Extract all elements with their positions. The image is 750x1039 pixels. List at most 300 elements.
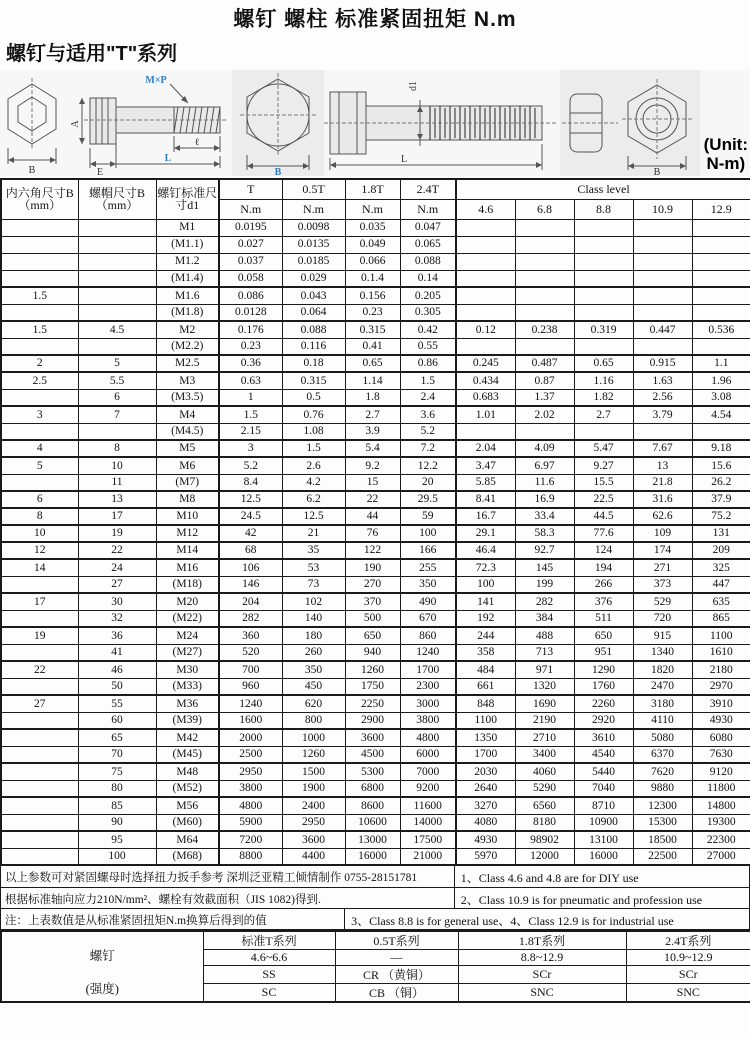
cell: 3270 bbox=[456, 797, 515, 814]
cell: 53 bbox=[282, 559, 345, 576]
cell: 2.7 bbox=[574, 406, 633, 423]
cell: 76 bbox=[345, 525, 400, 542]
cell: 8180 bbox=[515, 814, 574, 831]
cell bbox=[574, 253, 633, 270]
table-row bbox=[1, 712, 750, 729]
cell: 358 bbox=[456, 644, 515, 661]
header-nm-2: N.m bbox=[282, 199, 345, 219]
cell: 2.4 bbox=[400, 389, 456, 406]
cell: 30 bbox=[78, 593, 156, 610]
cell: 2.7 bbox=[345, 406, 400, 423]
cell: 1340 bbox=[633, 644, 692, 661]
cell: 44.5 bbox=[574, 508, 633, 525]
cell bbox=[515, 236, 574, 253]
cell: 27000 bbox=[692, 848, 750, 865]
hex-head-view-figure bbox=[232, 70, 324, 176]
torque-table-header bbox=[1, 179, 750, 219]
cell: 11 bbox=[78, 474, 156, 491]
cell: 8.41 bbox=[456, 491, 515, 508]
cell: 5080 bbox=[633, 729, 692, 746]
cell: 2470 bbox=[633, 678, 692, 695]
cell: 0.36 bbox=[219, 355, 282, 372]
cell: 0.029 bbox=[282, 270, 345, 287]
table-row bbox=[1, 304, 750, 321]
cell: M3 bbox=[156, 372, 219, 389]
cell: 9880 bbox=[633, 780, 692, 797]
table-row bbox=[1, 236, 750, 253]
cell: 1260 bbox=[282, 746, 345, 763]
cell: 62.6 bbox=[633, 508, 692, 525]
cell bbox=[78, 423, 156, 440]
cell: 35 bbox=[282, 542, 345, 559]
cell: (M45) bbox=[156, 746, 219, 763]
dim-a-label: A bbox=[70, 120, 81, 128]
cell: 270 bbox=[345, 576, 400, 593]
header-nut-size: 螺帽尺寸B（mm） bbox=[78, 179, 156, 219]
cell: M36 bbox=[156, 695, 219, 712]
cell: 24 bbox=[78, 559, 156, 576]
table-row bbox=[1, 423, 750, 440]
cell: 2300 bbox=[400, 678, 456, 695]
cell: 140 bbox=[282, 610, 345, 627]
header-hex-socket-size: 内六角尺寸B（mm） bbox=[1, 179, 78, 219]
cell: SNC bbox=[458, 984, 626, 1003]
cell: 5900 bbox=[219, 814, 282, 831]
cell: 2250 bbox=[345, 695, 400, 712]
cell: 9120 bbox=[692, 763, 750, 780]
table-row bbox=[1, 627, 750, 644]
cap-screw-drawing bbox=[70, 70, 232, 176]
cell: 14800 bbox=[692, 797, 750, 814]
cell: 2190 bbox=[515, 712, 574, 729]
cell: 0.315 bbox=[282, 372, 345, 389]
cell: 0.088 bbox=[282, 321, 345, 338]
cell bbox=[456, 423, 515, 440]
cell: 0.0185 bbox=[282, 253, 345, 270]
cell: 1.96 bbox=[692, 372, 750, 389]
cell: 4500 bbox=[345, 746, 400, 763]
thread-spec-label: M×P bbox=[145, 75, 167, 86]
cell: 27 bbox=[78, 576, 156, 593]
cell: 11800 bbox=[692, 780, 750, 797]
cell: 73 bbox=[282, 576, 345, 593]
note-right-1: 1、Class 4.6 and 4.8 are for DIY use bbox=[460, 871, 639, 885]
cell: M30 bbox=[156, 661, 219, 678]
cell: 488 bbox=[515, 627, 574, 644]
note-left-1: 以上参数可对紧固螺母时选择扭力扳手参考 深圳泛亚精工倾情制作 0755-28151781 bbox=[1, 866, 455, 887]
cell: 2260 bbox=[574, 695, 633, 712]
cell: 5.2 bbox=[219, 457, 282, 474]
note-left-3: 注：上表数值是从标准紧固扭矩N.m换算后得到的值 bbox=[1, 909, 345, 929]
cell: 447 bbox=[692, 576, 750, 593]
cell: 194 bbox=[574, 559, 633, 576]
cell: 0.088 bbox=[400, 253, 456, 270]
series-header-18t: 1.8T系列 bbox=[458, 931, 626, 950]
cell: 1690 bbox=[515, 695, 574, 712]
cell: 36 bbox=[78, 627, 156, 644]
cell: 4800 bbox=[219, 797, 282, 814]
cell: 42 bbox=[219, 525, 282, 542]
cell: 4.6~6.6 bbox=[203, 950, 335, 966]
cell: 5 bbox=[1, 457, 78, 474]
cell: 4110 bbox=[633, 712, 692, 729]
cell: 520 bbox=[219, 644, 282, 661]
cell: 0.87 bbox=[515, 372, 574, 389]
cell: 529 bbox=[633, 593, 692, 610]
cell: (M68) bbox=[156, 848, 219, 865]
cell bbox=[692, 423, 750, 440]
cell: 3.79 bbox=[633, 406, 692, 423]
cell: 0.23 bbox=[345, 304, 400, 321]
cell: 21.8 bbox=[633, 474, 692, 491]
cell: 7630 bbox=[692, 746, 750, 763]
cell bbox=[692, 219, 750, 236]
cell: 2030 bbox=[456, 763, 515, 780]
cell: 22.5 bbox=[574, 491, 633, 508]
header-24t: 2.4T bbox=[400, 179, 456, 199]
cell: 848 bbox=[456, 695, 515, 712]
torque-table bbox=[0, 178, 750, 866]
cell bbox=[1, 729, 78, 746]
cell: 3910 bbox=[692, 695, 750, 712]
cell: 4080 bbox=[456, 814, 515, 831]
cell: 72.3 bbox=[456, 559, 515, 576]
cell: CR （黄铜） bbox=[335, 966, 458, 984]
cell: 0.205 bbox=[400, 287, 456, 304]
cell: 7040 bbox=[574, 780, 633, 797]
cell: 1260 bbox=[345, 661, 400, 678]
cell: 21000 bbox=[400, 848, 456, 865]
hex-head-drawing bbox=[232, 70, 324, 176]
cell bbox=[78, 270, 156, 287]
cell: 6560 bbox=[515, 797, 574, 814]
cell: 2920 bbox=[574, 712, 633, 729]
header-nm-1: N.m bbox=[219, 199, 282, 219]
cell bbox=[515, 423, 574, 440]
cell: 5.5 bbox=[78, 372, 156, 389]
cell: 4.09 bbox=[515, 440, 574, 457]
note-row bbox=[1, 866, 749, 887]
cell: (M39) bbox=[156, 712, 219, 729]
table-row bbox=[1, 457, 750, 474]
cell bbox=[633, 219, 692, 236]
cell: M2 bbox=[156, 321, 219, 338]
cell: 2.6 bbox=[282, 457, 345, 474]
cell: 3000 bbox=[400, 695, 456, 712]
cell: 0.305 bbox=[400, 304, 456, 321]
cell: 951 bbox=[574, 644, 633, 661]
cell bbox=[574, 423, 633, 440]
table-row bbox=[1, 746, 750, 763]
header-class-level: Class level bbox=[456, 179, 750, 199]
dim-l-bolt-label: L bbox=[400, 154, 408, 165]
cell bbox=[1, 610, 78, 627]
cell: 6 bbox=[1, 491, 78, 508]
cell: 8800 bbox=[219, 848, 282, 865]
cell: 4.2 bbox=[282, 474, 345, 491]
cell bbox=[1, 304, 78, 321]
cell bbox=[1, 423, 78, 440]
cell bbox=[515, 338, 574, 355]
cell: 19 bbox=[1, 627, 78, 644]
cell: 0.176 bbox=[219, 321, 282, 338]
cell: 16.9 bbox=[515, 491, 574, 508]
cell: 17500 bbox=[400, 831, 456, 848]
cell: 5440 bbox=[574, 763, 633, 780]
series-table bbox=[0, 930, 750, 1003]
nut-drawing bbox=[560, 70, 700, 176]
table-row bbox=[1, 661, 750, 678]
cell: 0.064 bbox=[282, 304, 345, 321]
cell: 37.9 bbox=[692, 491, 750, 508]
cell: 1750 bbox=[345, 678, 400, 695]
cell: 18500 bbox=[633, 831, 692, 848]
table-row bbox=[1, 678, 750, 695]
cell: 0.319 bbox=[574, 321, 633, 338]
cell: 713 bbox=[515, 644, 574, 661]
cell: 0.5 bbox=[282, 389, 345, 406]
cell: 490 bbox=[400, 593, 456, 610]
cell: (M1.4) bbox=[156, 270, 219, 287]
cell bbox=[633, 253, 692, 270]
cell: M48 bbox=[156, 763, 219, 780]
cell: 266 bbox=[574, 576, 633, 593]
cell: 3800 bbox=[219, 780, 282, 797]
cell: 0.047 bbox=[400, 219, 456, 236]
cell: M16 bbox=[156, 559, 219, 576]
cell: 7200 bbox=[219, 831, 282, 848]
cell: 1000 bbox=[282, 729, 345, 746]
cell: 190 bbox=[345, 559, 400, 576]
cell: 7 bbox=[78, 406, 156, 423]
cell: 17 bbox=[78, 508, 156, 525]
cell: M10 bbox=[156, 508, 219, 525]
cell: 8.4 bbox=[219, 474, 282, 491]
cell: 1.1 bbox=[692, 355, 750, 372]
cell: 4 bbox=[1, 440, 78, 457]
cell: 3400 bbox=[515, 746, 574, 763]
cell: 4930 bbox=[692, 712, 750, 729]
cell: 960 bbox=[219, 678, 282, 695]
cell: (M33) bbox=[156, 678, 219, 695]
cell: (M22) bbox=[156, 610, 219, 627]
dim-b-nut-label: B bbox=[653, 167, 661, 176]
cell bbox=[1, 474, 78, 491]
cell bbox=[574, 304, 633, 321]
cell: 1350 bbox=[456, 729, 515, 746]
cell: 0.487 bbox=[515, 355, 574, 372]
cap-screw-side-figure bbox=[70, 70, 232, 176]
cell: 271 bbox=[633, 559, 692, 576]
series-label-screw: 螺钉 bbox=[89, 949, 115, 963]
cell: 720 bbox=[633, 610, 692, 627]
cell: 11.6 bbox=[515, 474, 574, 491]
cell: 98902 bbox=[515, 831, 574, 848]
cell: 0.536 bbox=[692, 321, 750, 338]
cell: 75.2 bbox=[692, 508, 750, 525]
table-row bbox=[1, 644, 750, 661]
cell: 55 bbox=[78, 695, 156, 712]
socket-end-view-drawing bbox=[0, 70, 70, 176]
cell: 60 bbox=[78, 712, 156, 729]
cell bbox=[1, 270, 78, 287]
cell: 6080 bbox=[692, 729, 750, 746]
unit-note-line1: (Unit: bbox=[703, 134, 748, 154]
header-class-109: 10.9 bbox=[633, 199, 692, 219]
cell: 1290 bbox=[574, 661, 633, 678]
cell: 940 bbox=[345, 644, 400, 661]
cell: 5.2 bbox=[400, 423, 456, 440]
cell bbox=[1, 848, 78, 865]
cell: 65 bbox=[78, 729, 156, 746]
socket-end-view-figure bbox=[0, 70, 70, 176]
cell: 0.65 bbox=[345, 355, 400, 372]
cell: 0.315 bbox=[345, 321, 400, 338]
cell bbox=[456, 219, 515, 236]
cell: 0.76 bbox=[282, 406, 345, 423]
cell bbox=[515, 253, 574, 270]
cell: 282 bbox=[515, 593, 574, 610]
cell bbox=[456, 287, 515, 304]
cell bbox=[1, 763, 78, 780]
cell: 0.156 bbox=[345, 287, 400, 304]
cell bbox=[633, 304, 692, 321]
cell: M6 bbox=[156, 457, 219, 474]
cell: M64 bbox=[156, 831, 219, 848]
cell: 635 bbox=[692, 593, 750, 610]
cell: 27 bbox=[1, 695, 78, 712]
cell: 10600 bbox=[345, 814, 400, 831]
cell: 26.2 bbox=[692, 474, 750, 491]
cell: 650 bbox=[574, 627, 633, 644]
cell: 6800 bbox=[345, 780, 400, 797]
cell: 3 bbox=[219, 440, 282, 457]
table-row bbox=[1, 372, 750, 389]
cell: M24 bbox=[156, 627, 219, 644]
cell: M5 bbox=[156, 440, 219, 457]
cell: 4.54 bbox=[692, 406, 750, 423]
cell: 10.9~12.9 bbox=[626, 950, 750, 966]
cell: 0.12 bbox=[456, 321, 515, 338]
cell: 29.1 bbox=[456, 525, 515, 542]
cell: 661 bbox=[456, 678, 515, 695]
cell bbox=[1, 814, 78, 831]
header-t: T bbox=[219, 179, 282, 199]
cell: 2.56 bbox=[633, 389, 692, 406]
cell: 44 bbox=[345, 508, 400, 525]
cell: 4800 bbox=[400, 729, 456, 746]
cell: 6.97 bbox=[515, 457, 574, 474]
table-row bbox=[1, 253, 750, 270]
cell: 1.16 bbox=[574, 372, 633, 389]
table-row bbox=[1, 814, 750, 831]
cell: 12.5 bbox=[282, 508, 345, 525]
cell: 15.5 bbox=[574, 474, 633, 491]
header-class-68: 6.8 bbox=[515, 199, 574, 219]
page-title: 螺钉 螺柱 标准紧固扭矩 N.m bbox=[233, 8, 517, 31]
series-header-24t: 2.4T系列 bbox=[626, 931, 750, 950]
cell bbox=[633, 270, 692, 287]
cell: 2970 bbox=[692, 678, 750, 695]
cell: 800 bbox=[282, 712, 345, 729]
cell: 0.0098 bbox=[282, 219, 345, 236]
cell: 700 bbox=[219, 661, 282, 678]
cell: 4540 bbox=[574, 746, 633, 763]
table-row bbox=[1, 593, 750, 610]
cell bbox=[1, 780, 78, 797]
dim-b-socket-label: B bbox=[28, 165, 36, 176]
table-row bbox=[1, 695, 750, 712]
cell: (M3.5) bbox=[156, 389, 219, 406]
cell: 199 bbox=[515, 576, 574, 593]
cell: SS bbox=[203, 966, 335, 984]
cell: 1700 bbox=[456, 746, 515, 763]
table-row bbox=[1, 559, 750, 576]
cell: 1.63 bbox=[633, 372, 692, 389]
cell: (M2.2) bbox=[156, 338, 219, 355]
cell: 1.5 bbox=[282, 440, 345, 457]
cell: 1700 bbox=[400, 661, 456, 678]
cell bbox=[574, 287, 633, 304]
cell: (M1.8) bbox=[156, 304, 219, 321]
cell: 1600 bbox=[219, 712, 282, 729]
cell: 131 bbox=[692, 525, 750, 542]
cell: 12.5 bbox=[219, 491, 282, 508]
cell: 5970 bbox=[456, 848, 515, 865]
cell: 0.245 bbox=[456, 355, 515, 372]
cell bbox=[456, 304, 515, 321]
cell: 1.5 bbox=[219, 406, 282, 423]
cell: 6370 bbox=[633, 746, 692, 763]
dim-l-label: L bbox=[164, 153, 172, 164]
cell: 8 bbox=[78, 440, 156, 457]
cell: 22 bbox=[1, 661, 78, 678]
cell bbox=[78, 253, 156, 270]
cell bbox=[515, 304, 574, 321]
cell: (M1.1) bbox=[156, 236, 219, 253]
header-18t: 1.8T bbox=[345, 179, 400, 199]
cell bbox=[1, 797, 78, 814]
cell: 13 bbox=[78, 491, 156, 508]
cell: 6.2 bbox=[282, 491, 345, 508]
series-label-strength: (强度) bbox=[85, 982, 119, 996]
cell: 5300 bbox=[345, 763, 400, 780]
cell: 3.47 bbox=[456, 457, 515, 474]
cell: 2.04 bbox=[456, 440, 515, 457]
cell: 15 bbox=[345, 474, 400, 491]
header-05t: 0.5T bbox=[282, 179, 345, 199]
cell bbox=[1, 712, 78, 729]
cell: 255 bbox=[400, 559, 456, 576]
cell bbox=[1, 678, 78, 695]
cell bbox=[1, 236, 78, 253]
nut-views-figure bbox=[560, 70, 700, 176]
table-row bbox=[1, 525, 750, 542]
cell bbox=[456, 338, 515, 355]
cell: 1.82 bbox=[574, 389, 633, 406]
cell: 1320 bbox=[515, 678, 574, 695]
table-row bbox=[1, 576, 750, 593]
cell: 10 bbox=[78, 457, 156, 474]
cell: 10900 bbox=[574, 814, 633, 831]
cell: 0.63 bbox=[219, 372, 282, 389]
cell: 6000 bbox=[400, 746, 456, 763]
cell: 8.8~12.9 bbox=[458, 950, 626, 966]
cell: 124 bbox=[574, 542, 633, 559]
cell bbox=[78, 219, 156, 236]
table-row bbox=[1, 321, 750, 338]
cell: 5290 bbox=[515, 780, 574, 797]
